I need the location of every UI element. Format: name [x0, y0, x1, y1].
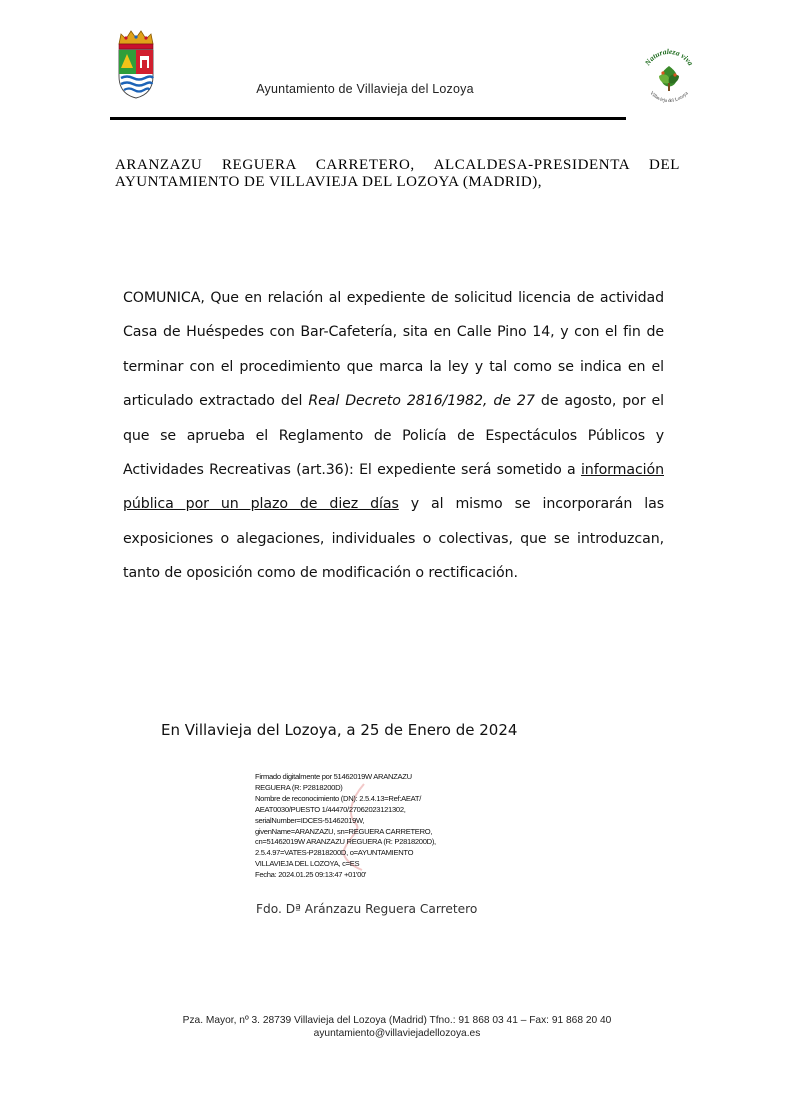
header-title: Ayuntamiento de Villavieja del Lozoya [256, 82, 474, 96]
authority-line-2: AYUNTAMIENTO DE VILLAVIEJA DEL LOZOYA (MADRID), [115, 174, 542, 190]
place-and-date: En Villavieja del Lozoya, a 25 de Enero de 2024 [161, 721, 518, 739]
authority-line-1: ARANZAZU REGUERA CARRETERO, ALCALDESA-PRESIDENTA DEL [115, 157, 680, 173]
public-information-period: información pública por un plazo de diez días [123, 462, 664, 513]
footer-address: Pza. Mayor, nº 3. 28739 Villavieja del Lozoya (Madrid) Tfno.: 91 868 03 41 – Fax: 91 868 20 40 [182, 1015, 612, 1026]
header-divider [110, 117, 626, 120]
page-footer [150, 1014, 644, 1040]
municipal-coat-of-arms-icon [115, 28, 157, 100]
signature-line: Firmado digitalmente por 51462019W ARANZAZU [255, 772, 412, 781]
signature-line: 2.5.4.97=VATES-P2818200D, o=AYUNTAMIENTO [255, 848, 414, 858]
notice-text: , sita en Calle Pino 14, y con el fin de terminar con el procedimiento que marca la ley y tal como se indica en el articulado extractado del [123, 324, 664, 410]
signature-date: Fecha: 2024.01.25 09:13:47 +01'00' [255, 870, 367, 880]
signature-line: givenName=ARANZAZU, sn=REGUERA CARRETERO, [255, 826, 433, 836]
signature-line: cn=51462019W ARANZAZU REGUERA (R: P2818200D), [255, 837, 436, 847]
decree-reference: Real Decreto 2816/1982, de 27 [308, 393, 535, 410]
footer-email: ayuntamiento@villaviejadellozoya.es [313, 1028, 481, 1039]
signatory-name: Fdo. Dª Aránzazu Reguera Carretero [256, 902, 478, 916]
signature-line: Nombre de reconocimiento (DN): 2.5.4.13=Ref:AEAT/ [255, 793, 422, 803]
notice-text: y al mismo se incorporarán las exposiciones o alegaciones, individuales o colectivas, que se introduzcan, tanto de oposición como de modificación o rectificación. [123, 496, 664, 582]
notice-text: , Que en relación al expediente de solicitud licencia de actividad [200, 290, 664, 306]
signature-line: serialNumber=IDCES-51462019W, [255, 815, 365, 825]
issuing-authority [115, 157, 680, 191]
signature-line: VILLAVIEJA DEL LOZOYA, c=ES [255, 859, 360, 869]
naturaleza-viva-seal-icon [638, 46, 700, 108]
svg-text:Naturaleza viva: Naturaleza viva [642, 46, 696, 68]
svg-text:Villavieja del Lozoya: Villavieja del Lozoya [648, 91, 690, 105]
signature-line: REGUERA (R: P2818200D) [255, 782, 343, 792]
notice-lead: COMUNICA [123, 290, 201, 306]
notice-text: de agosto, por el que se aprueba el Reglamento de Policía de Espectáculos Públicos y Actividades Recreativas (art.36): El expediente será sometido a [123, 393, 665, 479]
digital-signature-block [255, 772, 495, 881]
signature-line: AEAT0030/PUESTO 1/44470/27062023121302, [255, 804, 406, 814]
notice-body [123, 281, 664, 591]
activity-name: Casa de Huéspedes con Bar-Cafetería [123, 324, 393, 341]
